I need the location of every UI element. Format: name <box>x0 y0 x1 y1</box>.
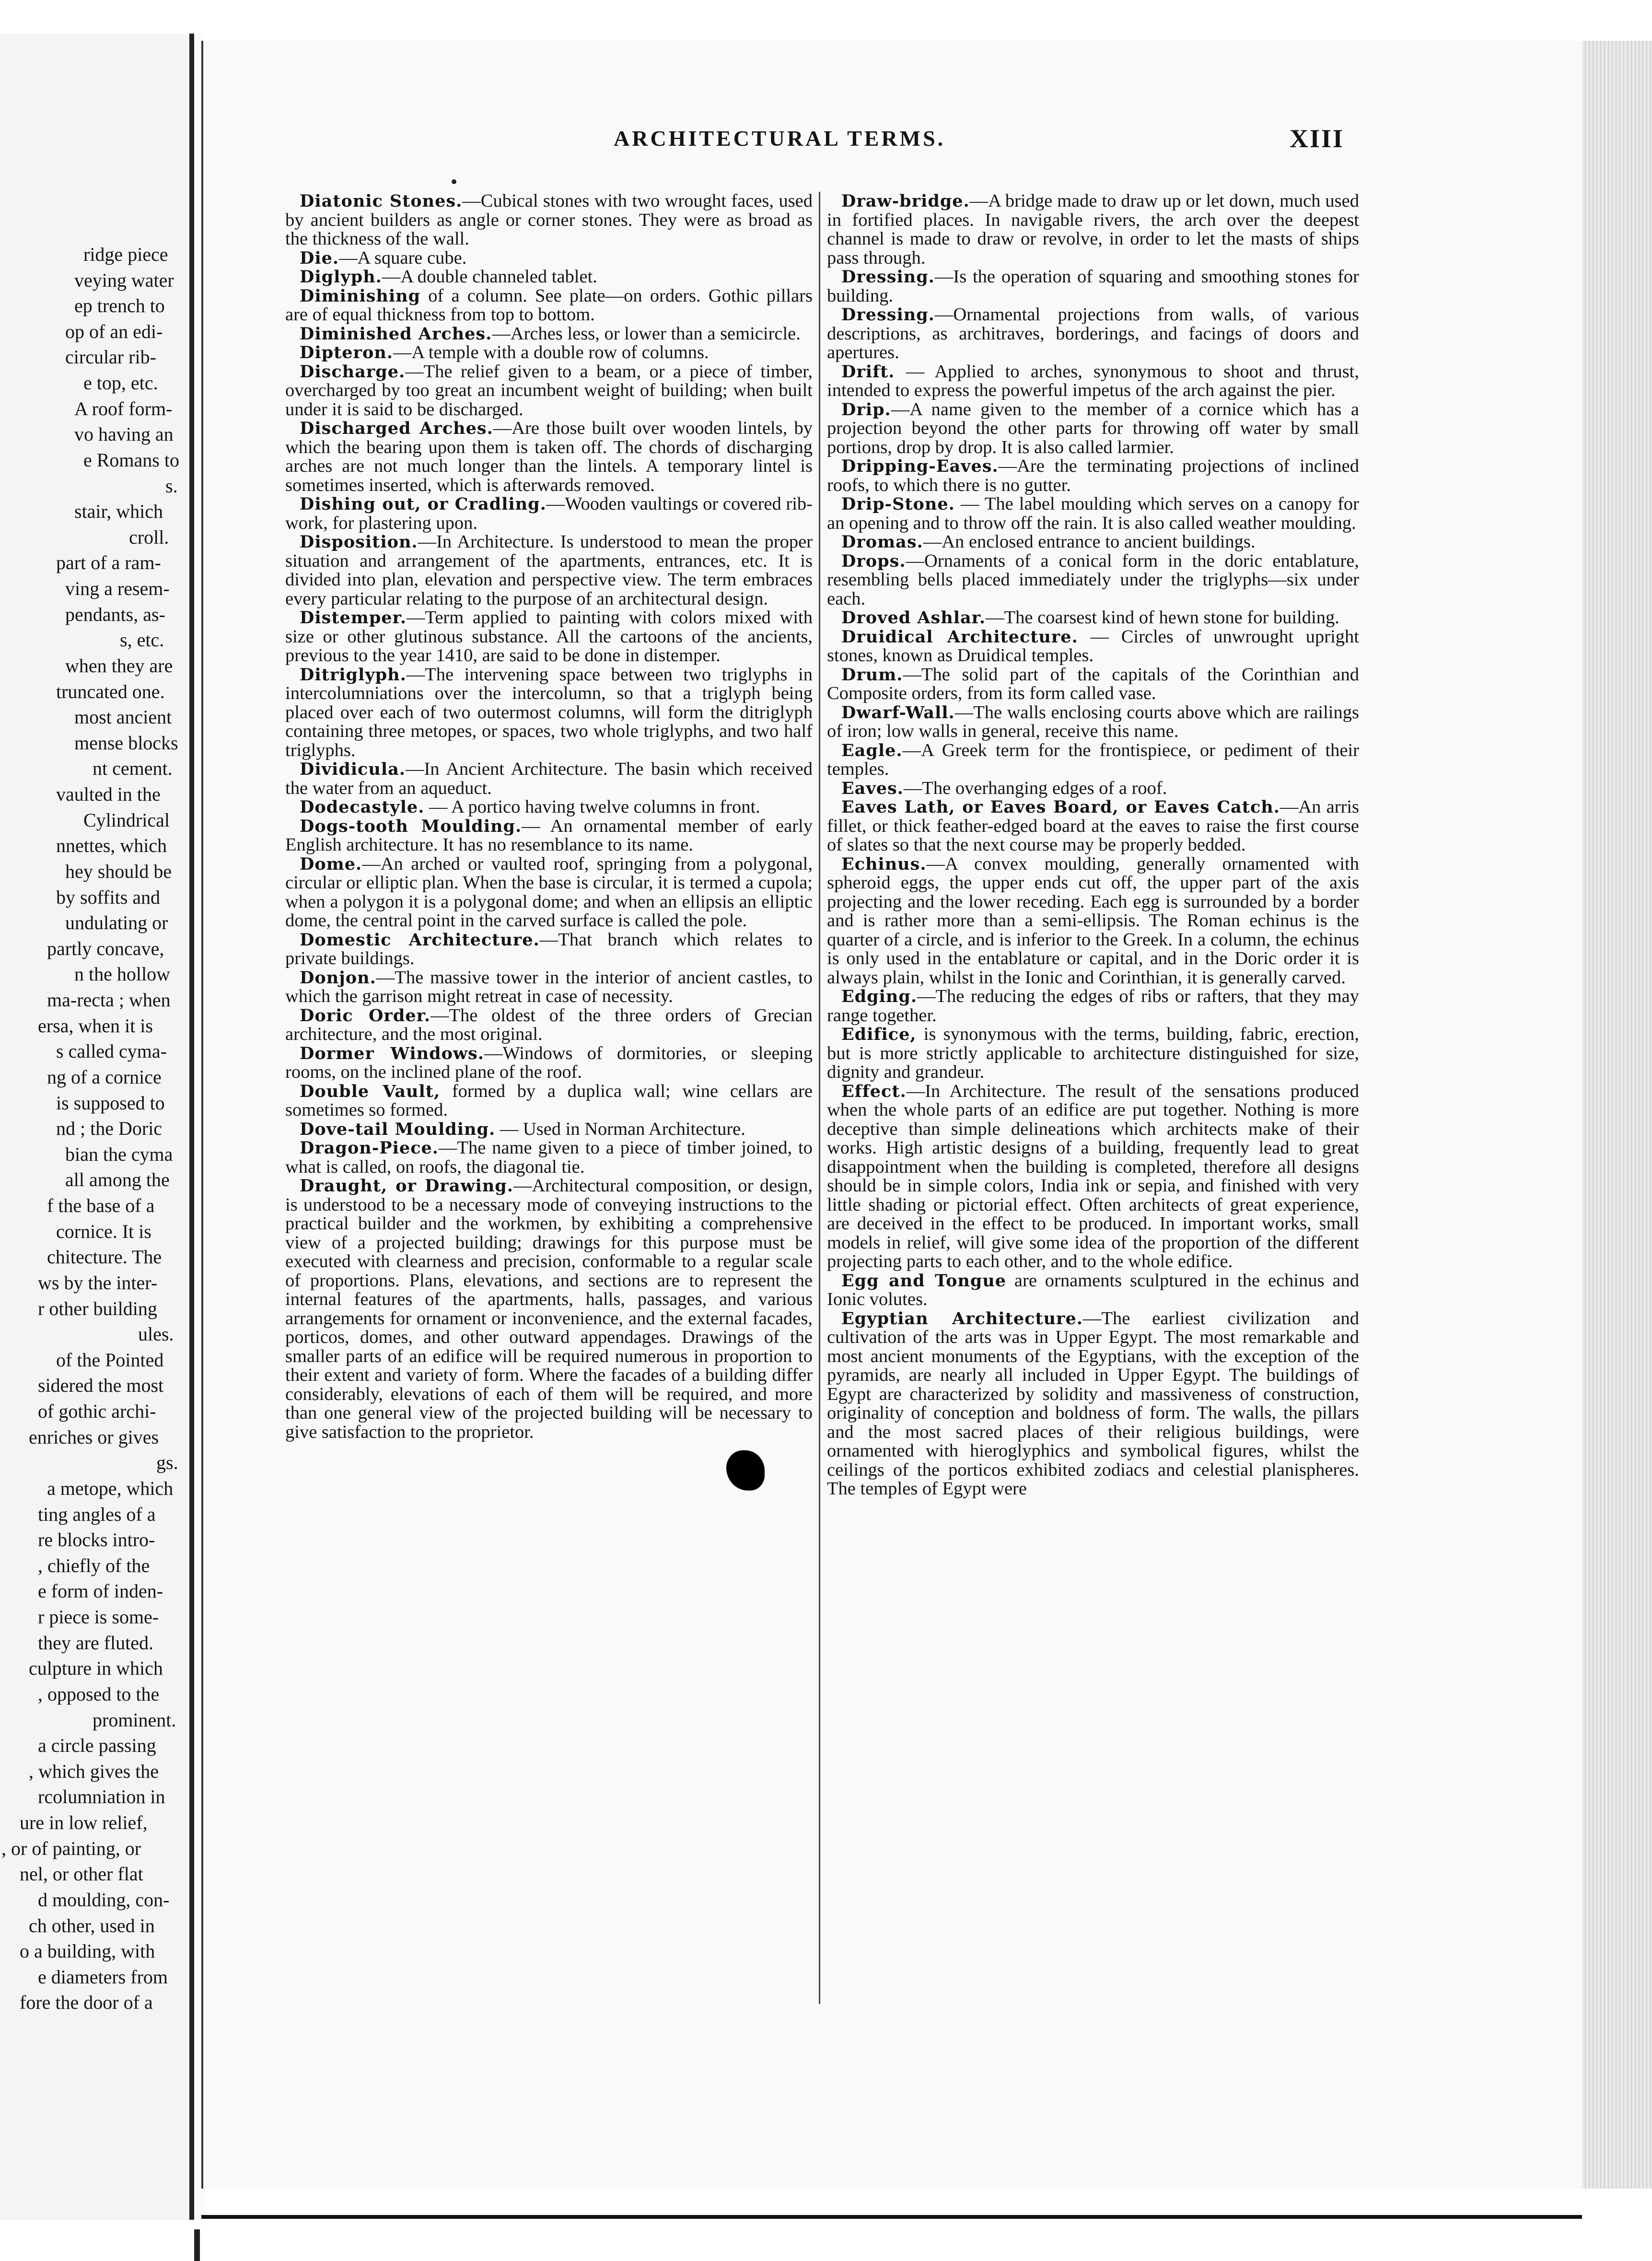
facing-page-line: e top, etc. <box>83 372 158 394</box>
facing-page-line: e diameters from <box>38 1966 168 1988</box>
entry-definition: —Cubical stones with two wrought faces, used by ancient builders as angle or corner stones. They were as broad as the thickness of the wall. <box>285 191 813 249</box>
facing-page-line: e Romans to <box>83 449 179 471</box>
facing-page-line: s called cyma- <box>56 1040 167 1062</box>
glossary-entry <box>285 1082 813 1120</box>
glossary-entry <box>285 665 813 760</box>
glossary-entry <box>827 855 1359 988</box>
facing-page-line: veying water <box>74 269 174 291</box>
facing-page-line: Cylindrical <box>83 809 170 831</box>
facing-page-line: vaulted in the <box>56 783 161 805</box>
glossary-entry <box>285 362 813 420</box>
glossary-entry <box>827 628 1359 665</box>
entry-term: Eagle. <box>841 740 903 760</box>
entry-definition: —The earliest civilization and cultivation of the arts was in Upper Egypt. The most remarkable and most ancient monuments of the Egyptians, with the exception of the pyramids, are nearly all included in Upper Egypt. The buildings of Egypt are characterized by solidity and massiveness of construction, originality of conception and boldness of form. The walls, the pillars and the most sacred places of their religious buildings, were ornamented with hieroglyphics and symbolical figures, whilst the ceilings of the porticos exhibited zodiacs and celestial planispheres. The temples of Egypt were <box>827 1308 1359 1499</box>
entry-term: Double Vault, <box>300 1081 441 1101</box>
facing-page-line: by soffits and <box>56 886 161 908</box>
glossary-entry <box>827 1025 1359 1082</box>
facing-page-line: a circle passing <box>38 1735 156 1756</box>
entry-definition: —The coarsest kind of hewn stone for building. <box>986 607 1339 628</box>
glossary-entry <box>285 495 813 533</box>
entry-term: Diatonic Stones. <box>300 191 463 211</box>
facing-page-line: truncated one. <box>56 681 165 702</box>
glossary-entry <box>827 457 1359 495</box>
page-number: XIII <box>1290 124 1345 153</box>
entry-definition: of a column. See plate—on orders. Gothic pillars are of equal thickness from top to bottom. <box>285 285 813 325</box>
facing-page-line: ws by the inter- <box>38 1272 158 1294</box>
glossary-entry <box>285 268 813 287</box>
glossary-entry <box>827 268 1359 305</box>
entry-term: Dove-tail Moulding. <box>300 1119 496 1139</box>
glossary-entry <box>827 779 1359 798</box>
facing-page-line: nnettes, which <box>56 835 167 856</box>
facing-page-line: , opposed to the <box>38 1683 160 1705</box>
facing-page-line: undulating or <box>65 912 168 933</box>
facing-page-line: all among the <box>65 1169 170 1190</box>
entry-definition: —The oldest of the three orders of Grecian architecture, and the most original. <box>285 1005 813 1044</box>
entry-term: Dormer Windows. <box>300 1043 484 1063</box>
facing-page-line: fore the door of a <box>20 1992 153 2013</box>
entry-definition: —A bridge made to draw up or let down, much used in fortified places. In navigable rivers, the arch over the deepest channel is made to draw or revolve, in order to let the masts of ships pass through. <box>827 191 1359 268</box>
entry-term: Diminishing <box>300 286 421 306</box>
entry-definition: —An arched or vaulted roof, springing from a polygonal, circular or elliptic plan. When the base is circular, it is termed a cupola; when a polygon it is a polygonal dome; and when an ellipsis an elliptic dome, the central point in the carved surface is called the pole. <box>285 853 813 931</box>
glossary-entry <box>285 1006 813 1044</box>
facing-page-line: s, etc. <box>120 629 164 651</box>
glossary-entry <box>285 968 813 1006</box>
facing-page-line: vo having an <box>74 423 174 445</box>
glossary-entry <box>285 608 813 665</box>
entry-definition: —The solid part of the capitals of the Corinthian and Composite orders, from its form called vase. <box>827 664 1359 703</box>
entry-term: Droved Ashlar. <box>841 608 986 628</box>
facing-page-line: of gothic archi- <box>38 1400 156 1422</box>
entry-definition: — An ornamental member of early English architecture. It has no resemblance to its name. <box>285 816 813 855</box>
facing-page-edge <box>189 34 194 2220</box>
entry-term: Dwarf-Wall. <box>841 702 955 723</box>
glossary-entry <box>285 343 813 362</box>
glossary-entry <box>827 703 1359 741</box>
glossary-entry <box>285 760 813 798</box>
entry-term: Dishing out, or Cradling. <box>300 494 547 514</box>
facing-page-line: partly concave, <box>47 938 164 959</box>
glossary-entry <box>285 1044 813 1082</box>
entry-definition: —The overhanging edges of a roof. <box>903 778 1167 798</box>
entry-definition: —Is the operation of squaring and smoothing stones for building. <box>827 267 1359 306</box>
facing-page-line: nel, or other flat <box>20 1863 143 1885</box>
page-edges <box>1582 41 1652 2189</box>
facing-page-line: ules. <box>138 1323 174 1345</box>
facing-page-line: ridge piece <box>83 244 168 265</box>
entry-term: Effect. <box>841 1081 907 1101</box>
facing-page-line: d moulding, con- <box>38 1889 170 1911</box>
facing-page-line: r piece is some- <box>38 1606 159 1628</box>
facing-page-line: ep trench to <box>74 295 165 316</box>
glossary-entry <box>285 533 813 608</box>
entry-definition: —The reducing the edges of ribs or rafters, that they may range together. <box>827 986 1359 1026</box>
facing-page-line: re blocks intro- <box>38 1529 155 1550</box>
entry-definition: —A square cube. <box>339 247 467 268</box>
entry-term: Echinus. <box>841 854 927 874</box>
entry-definition: —Architectural composition, or design, is understood to be a necessary mode of conveying instructions to the practical builder and the workmen, by exhibiting a comprehensive view of a projected building; drawings for this purpose must be executed with clearness and precision, conformable to a regular scale of proportions. Plans, elevations, and sections are to represent the internal features of the apartments, halls, passages, and various arrangements for ornament or inconvenience, and the external facades, porticos, domes, and other outward appendages. Drawings of the smaller parts of an edifice will be required numerous in proportion to their extent and variety of form. Where the facades of a building differ considerably, elevations of each of them will be required, and more than one general view of the projected building will be necessary to give satisfaction to the proprietor. <box>285 1176 813 1442</box>
entry-definition: —Are the terminating projections of inclined roofs, to which there is no gutter. <box>827 456 1359 495</box>
running-head: ARCHITECTURAL TERMS. <box>614 126 946 151</box>
facing-page-line: croll. <box>129 526 169 548</box>
facing-page-line: ma-recta ; when <box>47 989 171 1011</box>
entry-term: Dipteron. <box>300 343 393 362</box>
next-page-strip <box>194 2219 1652 2261</box>
entry-definition: —The name given to a piece of timber joined, to what is called, on roofs, the diagonal tie. <box>285 1138 813 1177</box>
glossary-entry <box>285 855 813 931</box>
entry-term: Egyptian Architecture. <box>841 1308 1083 1329</box>
entry-definition: is synonymous with the terms, building, fabric, erection, but is more strictly applicable to architecture distinguished for size, dignity and grandeur. <box>827 1024 1359 1082</box>
facing-page-line: is supposed to <box>56 1092 165 1114</box>
facing-page-line: gs. <box>156 1452 178 1473</box>
entry-definition: —A convex moulding, generally ornamented with spheroid eggs, the upper ends cut off, the upper part of the axis projecting and the lower receding. Each egg is surrounded by a border and is rather more than a semi-ellipsis. The Roman echinus is the quarter of a circle, and is inferior to the Greek. In a column, the echinus is only used in the entablature or capital, and in the Doric order it is always plain, whilst in the Ionic and Corinthian, it is generally carved. <box>827 853 1359 988</box>
entry-term: Drip-Stone. <box>841 494 955 514</box>
facing-page-line: cornice. It is <box>56 1221 151 1242</box>
entry-term: Edifice, <box>841 1025 917 1044</box>
facing-page-line: n the hollow <box>74 963 170 985</box>
facing-page-line: ure in low relief, <box>20 1812 148 1833</box>
entry-definition: —The relief given to a beam, or a piece of timber, overcharged by too great an incumbent weight of building; when built under it is said to be discharged. <box>285 361 813 420</box>
facing-page-line: most ancient <box>74 706 172 728</box>
facing-page-line: r other building <box>38 1298 157 1319</box>
bottom-rule <box>201 2215 1582 2219</box>
entry-definition: — Circles of unwrought upright stones, known as Druidical temples. <box>827 626 1359 665</box>
entry-definition: —The massive tower in the interior of ancient castles, to which the garrison might retreat in case of necessity. <box>285 967 813 1006</box>
facing-page-line: s. <box>165 475 178 497</box>
facing-page-line: stair, which <box>74 501 163 522</box>
entry-definition: —In Architecture. Is understood to mean the proper situation and arrangement of the apartments, entrances, etc. It is divided into plan, elevation and perspective view. The term embraces every particular relating to the purpose of an architectural design. <box>285 532 813 609</box>
entry-definition: —A Greek term for the frontispiece, or pediment of their temples. <box>827 740 1359 779</box>
glossary-entry <box>827 1082 1359 1271</box>
facing-page-line: ersa, when it is <box>38 1015 153 1037</box>
glossary-entry <box>285 325 813 344</box>
facing-page-line: A roof form- <box>74 398 173 420</box>
glossary-entry <box>827 400 1359 457</box>
facing-page-line: bian the cyma <box>65 1143 173 1165</box>
facing-page-line: chitecture. The <box>47 1246 162 1268</box>
entry-term: Discharged Arches. <box>300 419 493 438</box>
facing-page-line: a metope, which <box>47 1478 174 1499</box>
glossary-entry <box>827 608 1359 628</box>
facing-page-line: , chiefly of the <box>38 1555 150 1576</box>
entry-term: Dressing. <box>841 305 935 325</box>
entry-term: Drops. <box>841 551 906 571</box>
entry-term: Dogs-tooth Moulding. <box>300 816 522 836</box>
entry-term: Diglyph. <box>300 267 382 287</box>
glossary-entry <box>285 192 813 249</box>
entry-definition: —An enclosed entrance to ancient buildings. <box>923 532 1256 552</box>
entry-definition: —A double channeled tablet. <box>382 267 597 287</box>
entry-term: Disposition. <box>300 532 418 552</box>
entry-definition: —Arches less, or lower than a semicircle. <box>492 323 801 344</box>
entry-definition: formed by a duplica wall; wine cellars are sometimes so formed. <box>285 1081 813 1120</box>
column-divider <box>819 192 820 2004</box>
entry-definition: —Ornaments of a conical form in the doric entablature, resembling bells placed immediately under the triglyphs—six under each. <box>827 550 1359 609</box>
facing-page-line: prominent. <box>93 1709 176 1731</box>
facing-page-line: , or of painting, or <box>1 1838 141 1859</box>
entry-definition: —A temple with a double row of columns. <box>393 342 709 362</box>
facing-page-line: ng of a cornice <box>47 1066 162 1088</box>
glossary-entry <box>285 1139 813 1177</box>
facing-page-line: nt cement. <box>93 758 173 779</box>
entry-definition: — A portico having twelve columns in front. <box>424 797 760 817</box>
facing-page-line: pendants, as- <box>65 604 165 625</box>
facing-page-line: culpture in which <box>29 1657 163 1679</box>
entry-term: Dripping-Eaves. <box>841 456 999 476</box>
next-page-corner <box>194 2229 200 2261</box>
facing-page-line: circular rib- <box>65 346 156 368</box>
glossary-entry <box>285 817 813 855</box>
glossary-entry <box>827 533 1359 552</box>
glossary-entry <box>827 305 1359 362</box>
entry-definition: —Are those built over wooden lintels, by which the bearing upon them is taken off. The chords of discharging arches are not much longer than the lintels. A temporary lintel is sometimes inserted, which is afterwards removed. <box>285 418 813 495</box>
facing-page-line: f the base of a <box>47 1195 155 1216</box>
entry-term: Domestic Architecture. <box>300 930 540 950</box>
glossary-entry <box>827 987 1359 1025</box>
glossary-entry <box>285 798 813 817</box>
entry-term: Drum. <box>841 664 903 685</box>
entry-definition: —The walls enclosing courts above which are railings of iron; low walls in general, receive this name. <box>827 702 1359 741</box>
entry-definition: — The label moulding which serves on a canopy for an opening and to throw off the rain. It is also called weather moulding. <box>827 494 1359 533</box>
entry-term: Dromas. <box>841 532 923 552</box>
entry-term: Drip. <box>841 399 891 420</box>
left-column <box>285 192 813 1442</box>
entry-term: Diminished Arches. <box>300 324 492 344</box>
glossary-entry <box>827 665 1359 703</box>
entry-term: Distemper. <box>300 608 407 628</box>
facing-page-line: nd ; the Doric <box>56 1118 163 1139</box>
entry-term: Drift. <box>841 361 895 382</box>
entry-term: Eaves. <box>841 778 904 798</box>
facing-page-line: sidered the most <box>38 1375 164 1396</box>
entry-definition: —In Ancient Architecture. The basin which received the water from an aqueduct. <box>285 759 813 798</box>
entry-definition: —Term applied to painting with colors mixed with size or other glutinous substance. All the cartoons of the ancients, previous to the year 1410, are said to be done in distemper. <box>285 607 813 665</box>
scan-background <box>0 0 1652 29</box>
entry-term: Die. <box>300 248 339 268</box>
entry-definition: — Used in Norman Architecture. <box>495 1119 745 1139</box>
facing-page-line: hey should be <box>65 861 172 882</box>
entry-term: Egg and Tongue <box>841 1270 1007 1291</box>
glossary-entry <box>285 419 813 495</box>
facing-page-line: part of a ram- <box>56 552 161 573</box>
entry-definition: are ornaments sculptured in the echinus and Ionic volutes. <box>827 1270 1359 1309</box>
glossary-entry <box>827 741 1359 779</box>
facing-page-line: mense blocks <box>74 732 178 754</box>
glossary-entry <box>827 192 1359 268</box>
glossary-entry <box>285 1120 813 1139</box>
entry-term: Discharge. <box>300 361 406 382</box>
entry-term: Dressing. <box>841 267 935 287</box>
glossary-entry <box>827 1309 1359 1499</box>
entry-term: Druidical Architecture. <box>841 627 1078 647</box>
entry-term: Dividicula. <box>300 759 406 779</box>
entry-definition: —An arris fillet, or thick feather-edged board at the eaves to raise the first course of slates so that the next course may be properly bedded. <box>827 797 1359 855</box>
glossary-entry <box>285 931 813 968</box>
entry-definition: —In Architecture. The result of the sensations produced when the whole parts of an edifice are put together. Nothing is more deceptive than simple delineations which architects make of their works. High artistic designs of a building, frequently lead to great disappointment when the building is completed, therefore all designs should be in simple colors, India ink or sepia, and finished with very little shading or pictorial effect. Often architects of great experience, are deceived in the effect to be produced. In important works, small models in relief, will give some idea of the proportion of the different projecting parts to each other, and to the whole edifice. <box>827 1081 1359 1271</box>
facing-page-line: ving a resem- <box>65 578 170 599</box>
facing-page-line: rcolumniation in <box>38 1786 165 1807</box>
facing-page-line: they are fluted. <box>38 1632 153 1654</box>
facing-page-line: enriches or gives <box>29 1426 159 1448</box>
facing-page-line: ch other, used in <box>29 1915 155 1936</box>
facing-page-line: o a building, with <box>20 1940 155 1962</box>
facing-page-line: op of an edi- <box>65 321 163 342</box>
facing-page-line: ting angles of a <box>38 1503 156 1525</box>
entry-term: Dragon-Piece. <box>300 1138 439 1158</box>
glossary-entry <box>827 552 1359 609</box>
entry-definition: —Wooden vaultings or covered rib-work, for plastering upon. <box>285 494 813 533</box>
entry-term: Doric Order. <box>300 1005 431 1026</box>
entry-definition: —That branch which relates to private buildings. <box>285 929 813 968</box>
ink-speck <box>452 179 456 184</box>
facing-page-line: when they are <box>65 655 173 676</box>
entry-definition: —The intervening space between two triglyphs in intercolumniations over the intercolumn, so that a triglyph being placed over each of two outermost columns, will form the ditriglyph containing three metopes, or spaces, two whole triglyphs, and two half triglyphs. <box>285 664 813 760</box>
glossary-entry <box>285 1177 813 1442</box>
glossary-entry <box>285 287 813 325</box>
glossary-entry <box>827 362 1359 400</box>
entry-term: Dome. <box>300 854 362 874</box>
glossary-entry <box>827 1271 1359 1309</box>
entry-term: Dodecastyle. <box>300 797 425 817</box>
entry-definition: —A name given to the member of a cornice which has a projection beyond the other parts for throwing off water by small portions, drop by drop. It is also called larmier. <box>827 399 1359 457</box>
entry-term: Ditriglyph. <box>300 664 407 685</box>
glossary-entry <box>827 798 1359 855</box>
entry-term: Draught, or Drawing. <box>300 1176 513 1196</box>
facing-page-line: e form of inden- <box>38 1580 163 1602</box>
entry-definition: —Ornamental projections from walls, of various descriptions, as architraves, borderings, and facings of doors and apertures. <box>827 304 1359 362</box>
entry-term: Donjon. <box>300 967 376 988</box>
right-column <box>827 192 1359 1499</box>
entry-definition: —Windows of dormitories, or sleeping rooms, on the inclined plane of the roof. <box>285 1043 813 1082</box>
glossary-entry <box>285 249 813 268</box>
facing-page-line: , which gives the <box>29 1760 159 1782</box>
entry-term: Draw-bridge. <box>841 191 970 211</box>
entry-term: Edging. <box>841 987 918 1006</box>
entry-term: Eaves Lath, or Eaves Board, or Eaves Catch. <box>841 797 1280 817</box>
facing-page-line: of the Pointed <box>56 1349 164 1371</box>
glossary-entry <box>827 495 1359 533</box>
facing-page <box>0 34 194 2220</box>
entry-definition: — Applied to arches, synonymous to shoot and thrust, intended to express the powerful impetus of the arch against the pier. <box>827 361 1359 400</box>
